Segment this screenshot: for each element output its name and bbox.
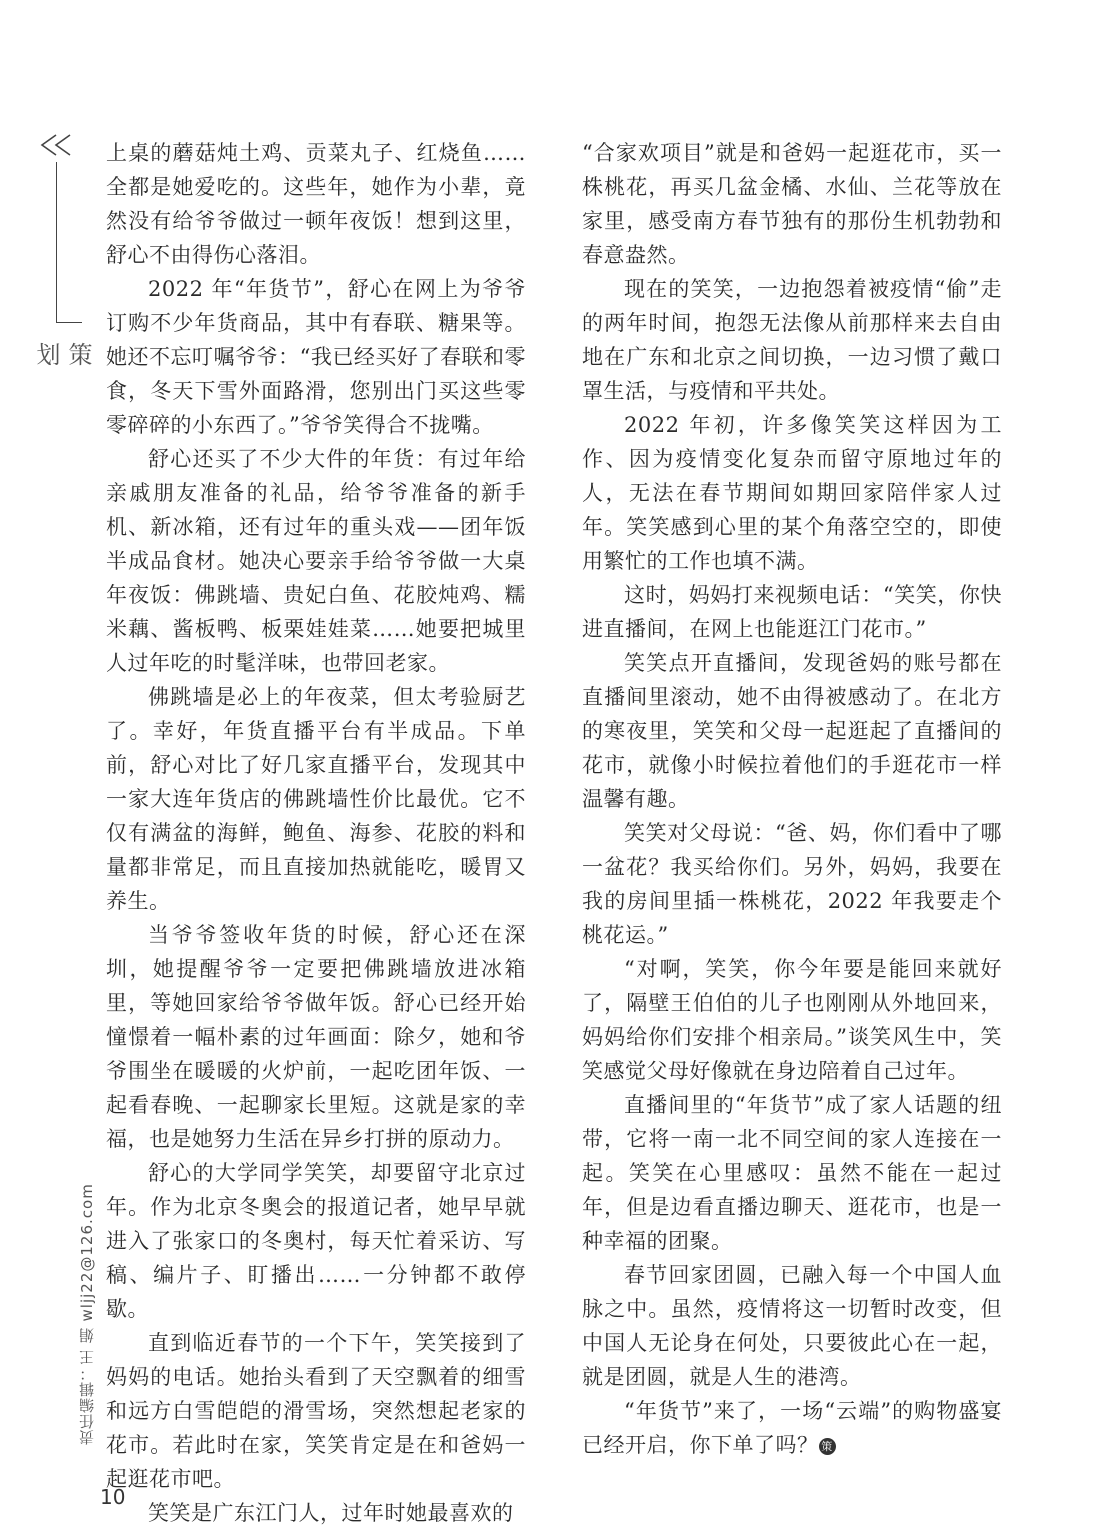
paragraph: 直播间里的“年货节”成了家人话题的纽带，它将一南一北不同空间的家人连接在一起。笑笑在心里感叹：虽然不能在一起过年，但是边看直播边聊天、逛花市，也是一种幸福的团聚。: [582, 1093, 1002, 1253]
paragraph: 笑笑点开直播间，发现爸妈的账号都在直播间里滚动，她不由得被感动了。在北方的寒夜里，笑笑和父母一起逛起了直播间的花市，就像小时候拉着他们的手逛花市一样温馨有趣。: [582, 651, 1002, 811]
final-paragraph-text: “年货节”来了，一场“云端”的购物盛宴已经开启，你下单了吗？: [582, 1399, 1002, 1457]
left-column: [106, 136, 526, 1530]
paragraph: 春节回家团圆，已融入每一个中国人血脉之中。虽然，疫情将这一切暂时改变，但中国人无论身在何处，只要彼此心在一起，就是团圆，就是人生的港湾。: [582, 1263, 1002, 1389]
paragraph: 佛跳墙是必上的年夜菜，但太考验厨艺了。幸好，年货直播平台有半成品。下单前，舒心对比了好几家直播平台，发现其中一家大连年货店的佛跳墙性价比最优。它不仅有满盆的海鲜，鲍鱼、海参、花胶的料和量都非常足，而且直接加热就能吃，暖胃又养生。: [106, 685, 526, 913]
paragraph: 舒心的大学同学笑笑，却要留守北京过年。作为北京冬奥会的报道记者，她早早就进入了张家口的冬奥村，每天忙着采访、写稿、编片子、盯播出……一分钟都不敢停歇。: [106, 1161, 526, 1321]
paragraph: 现在的笑笑，一边抱怨着被疫情“偷”走的两年时间，抱怨无法像从前那样来去自由地在广东和北京之间切换，一边习惯了戴口罩生活，与疫情和平共处。: [582, 277, 1002, 403]
right-column: [582, 136, 1002, 1462]
paragraph: 2022 年初，许多像笑笑这样因为工作、因为疫情变化复杂而留守原地过年的人，无法在春节期间如期回家陪伴家人过年。笑笑感到心里的某个角落空空的，即使用繁忙的工作也填不满。: [582, 413, 1002, 573]
paragraph: 舒心还买了不少大件的年货：有过年给亲戚朋友准备的礼品，给爷爷准备的新手机、新冰箱，还有过年的重头戏——团年饭半成品食材。她决心要亲手给爷爷做一大桌年夜饭：佛跳墙、贵妃白鱼、花胶炖鸡、糯米藕、酱板鸭、板栗娃娃菜……她要把城里人过年吃的时髦洋味，也带回老家。: [106, 447, 526, 675]
page-number: 10: [100, 1485, 126, 1509]
paragraph: “合家欢项目”就是和爸妈一起逛花市，买一株桃花，再买几盆金橘、水仙、兰花等放在家里，感受南方春节独有的那份生机勃勃和春意盎然。: [582, 141, 1002, 267]
paragraph: 当爷爷签收年货的时候，舒心还在深圳，她提醒爷爷一定要把佛跳墙放进冰箱里，等她回家给爷爷做年饭。舒心已经开始憧憬着一幅朴素的过年画面：除夕，她和爷爷围坐在暖暖的火炉前，一起吃团年饭、一起看春晚、一起聊家长里短。这就是家的幸福，也是她努力生活在异乡打拼的原动力。: [106, 923, 526, 1151]
paragraph: 2022 年“年货节”，舒心在网上为爷爷订购不少年货商品，其中有春联、糖果等。她还不忘叮嘱爷爷：“我已经买好了春联和零食，冬天下雪外面路滑，您别出门买这些零零碎碎的小东西了。”爷爷笑得合不拢嘴。: [106, 277, 526, 437]
final-paragraph: [582, 1394, 1002, 1462]
sidebar-vertical-line: [56, 162, 57, 322]
paragraph: “对啊，笑笑，你今年要是能回来就好了，隔壁王伯伯的儿子也刚刚从外地回来，妈妈给你们安排个相亲局。”谈笑风生中，笑笑感觉父母好像就在身边陪着自己过年。: [582, 957, 1002, 1083]
double-chevron-left-icon: [38, 132, 76, 158]
sidebar-line-tick: [56, 322, 82, 323]
end-mark-icon: 策: [819, 1438, 836, 1455]
paragraph: 笑笑是广东江门人，过年时她最喜欢的: [148, 1501, 514, 1525]
paragraph: 上桌的蘑菇炖土鸡、贡菜丸子、红烧鱼……全都是她爱吃的。这些年，她作为小辈，竟然没有给爷爷做过一顿年夜饭！想到这里，舒心不由得伤心落泪。: [106, 141, 526, 267]
editor-credit: 责任编辑：王 娟 wljj22@126.com: [78, 1183, 96, 1445]
section-label: 策划: [32, 342, 92, 370]
paragraph: 直到临近春节的一个下午，笑笑接到了妈妈的电话。她抬头看到了天空飘着的细雪和远方白雪皑皑的滑雪场，突然想起老家的花市。若此时在家，笑笑肯定是在和爸妈一起逛花市吧。: [106, 1331, 526, 1491]
paragraph: 笑笑对父母说：“爸、妈，你们看中了哪一盆花？我买给你们。另外，妈妈，我要在我的房间里插一株桃花，2022 年我要走个桃花运。”: [582, 821, 1002, 947]
paragraph: 这时，妈妈打来视频电话：“笑笑，你快进直播间，在网上也能逛江门花市。”: [582, 583, 1002, 641]
